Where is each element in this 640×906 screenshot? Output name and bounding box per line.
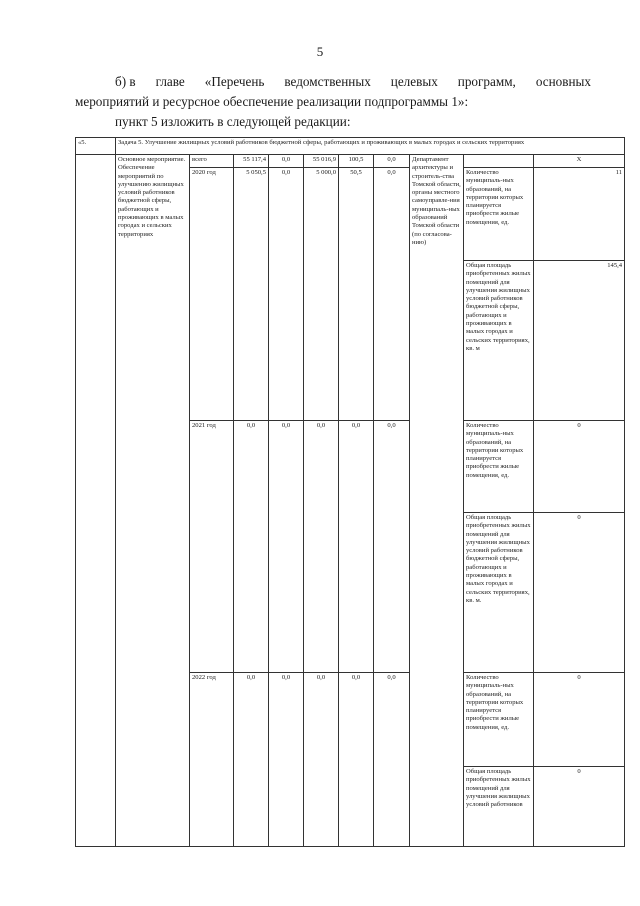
value-cell: 0,0 xyxy=(304,673,339,847)
indicator-name: Количество муниципаль-ных образований, на территории которых планируется приобрести жилые помещения, ед. xyxy=(464,421,534,513)
value-cell: 0,0 xyxy=(269,421,304,673)
value-cell: 0,0 xyxy=(234,673,269,847)
p1-word: главе xyxy=(155,74,185,89)
empty-cell xyxy=(464,155,534,168)
p1-word: б) в xyxy=(115,74,136,89)
p1-word: ведомственных xyxy=(284,74,371,89)
paragraph-line-1 xyxy=(115,72,591,92)
value-cell: 0,0 xyxy=(269,168,304,421)
event-name: Основное мероприятие. Обеспечение мероприятий по улучшению жилищных условий работников бюджетной сферы, работающих и проживающих в малых городах и сельских территориях xyxy=(116,155,190,847)
indicator-name: Общая площадь приобретенных жилых помещений для улучшения жилищных условий работников xyxy=(464,767,534,847)
value-cell: 0,0 xyxy=(304,421,339,673)
p1-word: целевых xyxy=(390,74,438,89)
value-cell: 55 117,4 xyxy=(234,155,269,168)
indicator-name: Общая площадь приобретенных жилых помещений для улучшения жилищных условий работников бюджетной сферы, работающих и проживающих в малых городах и сельских территориях, кв. м xyxy=(464,261,534,421)
indicator-value: X xyxy=(534,155,625,168)
page-number: 5 xyxy=(316,44,324,59)
value-cell: 50,5 xyxy=(339,168,374,421)
value-cell: 5 050,5 xyxy=(234,168,269,421)
value-cell: 55 016,9 xyxy=(304,155,339,168)
value-cell: 0,0 xyxy=(374,673,410,847)
table-row xyxy=(76,155,625,168)
responsible: Департамент архитектуры и строитель-ства Томской области, органы местного самоуправле-ния муниципаль-ных образований Томской области (по согласова-нию) xyxy=(410,155,464,847)
empty-cell xyxy=(76,155,116,847)
year-label: всего xyxy=(190,155,234,168)
indicator-name: Количество муниципаль-ных образований, на территории которых планируется приобрести жилые помещения, ед. xyxy=(464,168,534,261)
indicator-name: Количество муниципаль-ных образований, на территории которых планируется приобрести жилые помещения, ед. xyxy=(464,673,534,767)
indicator-value: 0 xyxy=(534,673,625,767)
task-title: Задача 5. Улучшение жилищных условий работников бюджетной сферы, работающих и проживающих в малых городах и сельских территориях xyxy=(116,138,625,155)
p1-word: программ, xyxy=(457,74,516,89)
value-cell: 0,0 xyxy=(269,155,304,168)
indicator-value: 145,4 xyxy=(534,261,625,421)
value-cell: 0,0 xyxy=(234,421,269,673)
paragraph-line-2: мероприятий и ресурсное обеспечение реализации подпрограммы 1»: xyxy=(75,94,469,109)
paragraph-line-3: пункт 5 изложить в следующей редакции: xyxy=(115,114,351,129)
p1-word: «Перечень xyxy=(204,74,265,89)
indicator-value: 0 xyxy=(534,767,625,847)
value-cell: 0,0 xyxy=(374,155,410,168)
indicator-name: Общая площадь приобретенных жилых помещений для улучшения жилищных условий работников бюджетной сферы, работающих и проживающих в малых городах и сельских территориях, кв. м. xyxy=(464,513,534,673)
row-number: «5. xyxy=(76,138,116,155)
p1-word: основных xyxy=(535,74,591,89)
value-cell: 0,0 xyxy=(374,168,410,421)
indicator-value: 0 xyxy=(534,421,625,513)
value-cell: 100,5 xyxy=(339,155,374,168)
indicator-value: 11 xyxy=(534,168,625,261)
year-label: 2022 год xyxy=(190,673,234,847)
task-row xyxy=(76,138,625,155)
value-cell: 0,0 xyxy=(374,421,410,673)
value-cell: 0,0 xyxy=(339,421,374,673)
program-table xyxy=(75,137,625,847)
value-cell: 5 000,0 xyxy=(304,168,339,421)
value-cell: 0,0 xyxy=(269,673,304,847)
value-cell: 0,0 xyxy=(339,673,374,847)
indicator-value: 0 xyxy=(534,513,625,673)
year-label: 2021 год xyxy=(190,421,234,673)
year-label: 2020 год xyxy=(190,168,234,421)
